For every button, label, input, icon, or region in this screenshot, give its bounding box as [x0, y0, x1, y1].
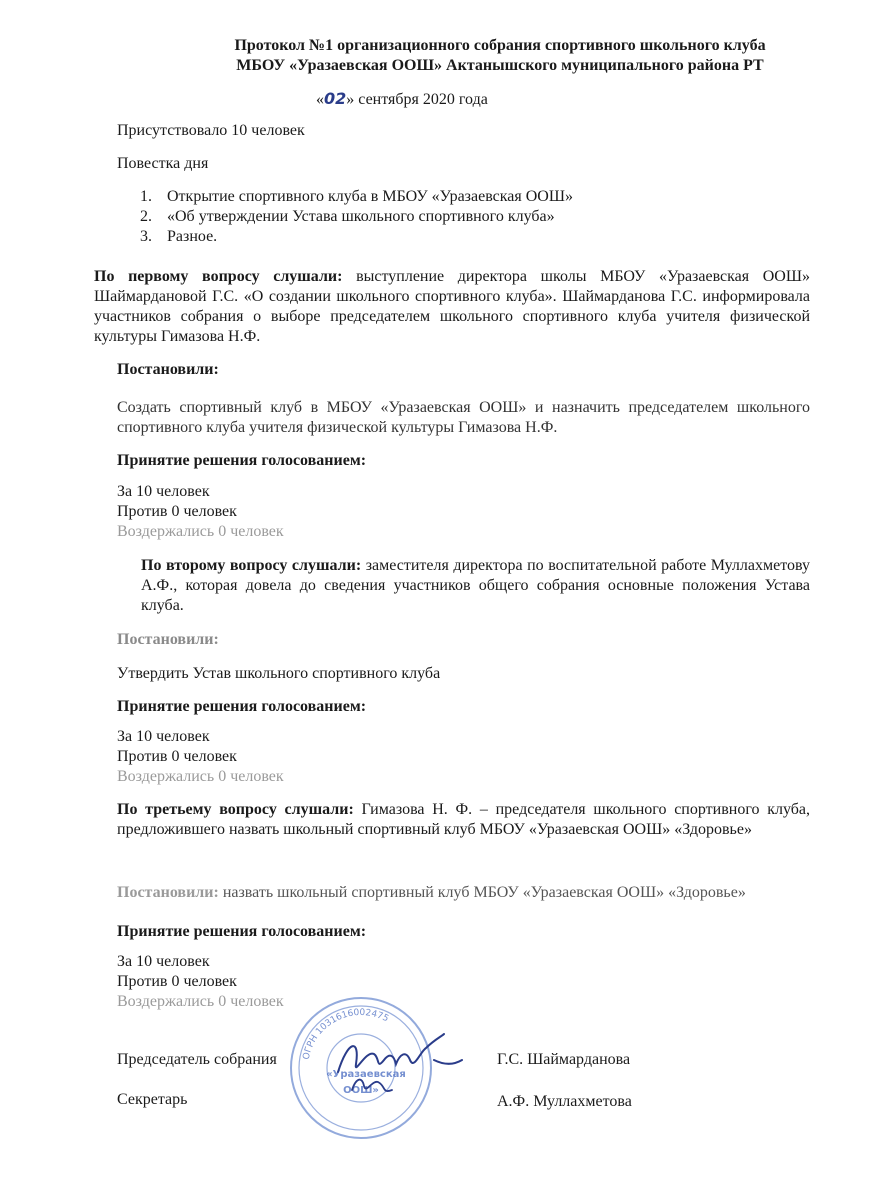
q2-text: заместителя директора по воспитательной работе Муллахметову А.Ф., которая довела до сведения участников общего собрания основные положения Устава клуба.: [141, 557, 810, 614]
q1-vote-against: Против 0 человек: [117, 503, 237, 520]
q3-resolved-heading: Постановили:: [117, 884, 219, 901]
agenda-item: 3. Разное.: [140, 228, 218, 245]
q3-vote-abstain: Воздержались 0 человек: [117, 993, 284, 1010]
stamp-ogrn: ОГРН 1031616002475: [301, 1007, 391, 1061]
q1-paragraph: [94, 267, 810, 347]
page-title: [200, 36, 800, 76]
date-day: 02: [324, 89, 347, 108]
agenda-heading: Повестка дня: [117, 155, 209, 172]
q2-resolved-text: Утвердить Устав школьного спортивного клуба: [117, 665, 441, 682]
q1-text: выступление директора школы МБОУ «Уразаевская ООШ» Шаймардановой Г.С. «О создании школьного спортивного клуба». Шаймарданова Г.С. информировала участников собрания о выборе председателем школьного спортивного клуба учителя физической культуры Гимазова Н.Ф.: [94, 268, 810, 345]
q2-vote-against: Против 0 человек: [117, 748, 237, 765]
q2-vote-for: За 10 человек: [117, 728, 210, 745]
q3-text: Гимазова Н. Ф. – председателя школьного спортивного клуба, предложившего назвать школьный спортивный клуб МБОУ «Уразаевская ООШ» «Здоровье»: [117, 801, 811, 838]
q3-vote-for: За 10 человек: [117, 953, 210, 970]
q2-resolved-heading: Постановили:: [117, 631, 219, 648]
stamp-school: «Уразаевская: [326, 1069, 406, 1080]
q3-vote-heading: Принятие решения голосованием:: [117, 923, 367, 940]
date-rest: » сентября 2020 года: [346, 91, 488, 108]
q2-lead: По второму вопросу слушали:: [141, 557, 362, 574]
meeting-date: [316, 89, 488, 109]
secretary-name: А.Ф. Муллахметова: [497, 1093, 632, 1110]
q2-vote-abstain: Воздержались 0 человек: [117, 768, 284, 785]
q1-vote-heading: Принятие решения голосованием:: [117, 452, 367, 469]
q1-resolved-heading: Постановили:: [117, 361, 219, 378]
secretary-label: Секретарь: [117, 1091, 188, 1108]
stamp-oosh: ООШ»: [343, 1085, 379, 1096]
agenda-item: 1. Открытие спортивного клуба в МБОУ «Уразаевская ООШ»: [140, 188, 573, 205]
handwritten-signature-icon: [330, 1030, 470, 1100]
q2-vote-heading: Принятие решения голосованием:: [117, 698, 367, 715]
q3-resolved-text: назвать школьный спортивный клуб МБОУ «Уразаевская ООШ» «Здоровье»: [218, 884, 746, 901]
q3-resolved: [117, 883, 746, 903]
q1-vote-for: За 10 человек: [117, 483, 210, 500]
date-open-quote: «: [316, 91, 324, 108]
chair-label: Председатель собрания: [117, 1051, 277, 1068]
title-line-1: Протокол №1 организационного собрания спортивного школьного клуба: [234, 37, 766, 54]
agenda-list: [140, 187, 573, 247]
agenda-item: 2. «Об утверждении Устава школьного спортивного клуба»: [140, 208, 555, 225]
q3-paragraph: [117, 800, 810, 840]
q3-lead: По третьему вопросу слушали:: [117, 801, 354, 818]
title-line-2: МБОУ «Уразаевская ООШ» Актанышского муниципального района РТ: [236, 57, 764, 74]
attendance: Присутствовало 10 человек: [117, 122, 305, 139]
q1-vote-abstain: Воздержались 0 человек: [117, 523, 284, 540]
q2-paragraph: [141, 556, 810, 616]
chair-name: Г.С. Шаймарданова: [497, 1051, 631, 1068]
q1-lead: По первому вопросу слушали:: [94, 268, 343, 285]
q1-resolved-text: Создать спортивный клуб в МБОУ «Уразаевская ООШ» и назначить председателем школьного спортивного клуба учителя физической культуры Гимазова Н.Ф.: [117, 399, 810, 436]
q3-vote-against: Против 0 человек: [117, 973, 237, 990]
